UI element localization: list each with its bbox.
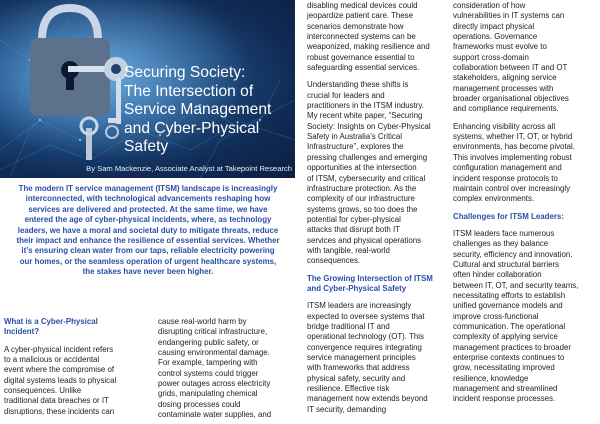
body-paragraph — [453, 1, 599, 115]
intro-line: the stakes have never been higher. — [82, 267, 214, 277]
text-line: resilience. Effective risk — [307, 384, 390, 394]
heading-line: and Cyber-Physical Safety — [307, 283, 407, 293]
text-line: vulnerabilities in IT systems can — [453, 11, 565, 21]
text-line: often hinder collaboration — [453, 270, 542, 280]
text-line: control systems could trigger — [158, 368, 259, 378]
column-4 — [453, 1, 599, 405]
column-2 — [158, 317, 298, 420]
text-line: systems grows, so too does the — [307, 204, 418, 214]
body-paragraph — [307, 1, 451, 73]
text-line: services and physical operations — [307, 235, 422, 245]
text-line: and compliance requirements. — [453, 104, 559, 114]
text-line: For example, tampering with — [158, 358, 258, 368]
text-line: security, efficiency and innovation. — [453, 249, 573, 259]
text-line: infrastructure protection. As the — [307, 183, 417, 193]
intro-paragraph — [4, 184, 292, 278]
text-line: maintain control over increasingly — [453, 183, 571, 193]
text-line: with tangible, real-world — [307, 245, 390, 255]
text-line: dosing processes could — [158, 399, 241, 409]
intro-line: interconnected, with technological advancements reshaping how — [25, 194, 271, 204]
text-line: improve cross-functional — [453, 311, 539, 321]
text-line: This involves implementing robust — [453, 152, 572, 162]
heading-line: Incident? — [4, 327, 40, 337]
text-line: jeopardize patient care. These — [307, 11, 414, 21]
text-line: disabling medical devices could — [307, 1, 418, 10]
text-line: potential for cyber-physical — [307, 214, 401, 224]
text-line: cause real-world harm by — [158, 317, 247, 326]
text-line: scenarios demonstrate how — [307, 21, 404, 31]
text-line: ITSM leaders face numerous — [453, 228, 555, 238]
text-line: complexity of our infrastructure — [307, 194, 415, 204]
body-paragraph — [453, 229, 599, 405]
text-line: consequences. — [307, 256, 361, 266]
text-line: event where the compromise of — [4, 365, 115, 375]
text-line: safeguarding essential services. — [307, 63, 420, 73]
intro-line: their impact and enhance the resilience of essential services. Whether — [16, 236, 280, 246]
text-line: power outages across electricity — [158, 379, 271, 389]
intro-line: services are delivered and protected. At the same time, we have — [28, 204, 268, 214]
text-line: frameworks must evolve to — [453, 42, 547, 52]
text-line: of ITSM, cybersecurity and critical — [307, 173, 426, 183]
body-paragraph — [453, 122, 599, 205]
text-line: to a malicious or accidental — [4, 355, 100, 365]
text-line: between IT, OT, and security teams, — [453, 280, 579, 290]
text-line: Safety in Australia’s Critical — [307, 132, 403, 142]
text-line: consideration of how — [453, 1, 526, 10]
text-line: incident response processes. — [453, 394, 556, 404]
text-line: traditional data breaches or IT — [4, 396, 109, 406]
text-line: resilience, knowledge — [453, 373, 529, 383]
body-paragraph — [307, 301, 451, 415]
text-line: weaponized, making resilience and — [307, 42, 430, 52]
text-line: disruptions, these incidents can — [4, 406, 115, 416]
section-heading-challenges: Challenges for ITSM Leaders: — [453, 211, 564, 221]
text-line: opportunities at the intersection — [307, 163, 417, 173]
text-line: convergence requires integrating — [307, 342, 422, 352]
title-line: and Cyber-Physical — [124, 119, 260, 137]
text-line: grids, manipulating chemical — [158, 389, 258, 399]
body-paragraph — [307, 80, 451, 266]
text-line: contaminate water supplies, and — [158, 410, 272, 420]
author-byline: By Sam Mackenzie, Associate Analyst at Takepoint Research — [86, 164, 292, 173]
text-line: attacks that disrupt both IT — [307, 225, 400, 235]
text-line: operational technology (OT). This — [307, 332, 424, 342]
section-heading-cyber-physical-incident — [4, 317, 152, 338]
title-line: Securing Society: — [124, 64, 246, 81]
intro-line: The modern IT service management (ITSM) landscape is increasingly — [18, 184, 278, 193]
intro-line: entered the age of cyber-physical incidents, where, as technology — [24, 215, 272, 225]
text-line: stakeholders, aligning service — [453, 73, 557, 83]
text-line: with frameworks that address — [307, 363, 410, 373]
text-line: collaboration between IT and OT — [453, 63, 568, 73]
text-line: IT security, demanding — [307, 404, 387, 414]
text-line: unified governance models and — [453, 301, 563, 311]
title-line: Safety — [124, 138, 169, 155]
text-line: ITSM leaders are increasingly — [307, 301, 412, 311]
text-line: physical safety, security and — [307, 373, 406, 383]
text-line: endangering public safety, or — [158, 337, 259, 347]
text-line: My recent white paper, “Securing — [307, 111, 423, 121]
hero-banner — [0, 0, 295, 178]
text-line: operations. Governance — [453, 32, 538, 42]
title-line: The Intersection of — [124, 82, 254, 100]
text-line: directly impact physical — [453, 21, 535, 31]
text-line: management and streamlined — [453, 384, 558, 394]
column-3 — [307, 1, 451, 415]
body-paragraph — [158, 317, 298, 420]
text-line: disrupting critical infrastructure, — [158, 327, 268, 337]
text-line: systems, whether IT, OT, or hybrid — [453, 132, 573, 142]
text-line: communication. The operational — [453, 321, 566, 331]
text-line: Society: Insights on Cyber-Physical — [307, 121, 431, 131]
text-line: expected to oversee systems that — [307, 311, 425, 321]
intro-line: it’s ensuring clean water from our taps, reliable electricity powering — [21, 246, 275, 256]
intro-line: leaders, we have a moral and societal duty to mitigate threats, reduce — [17, 225, 279, 235]
text-line: enterprise contexts continues to — [453, 353, 565, 362]
text-line: necessitating efforts to establish — [453, 290, 566, 300]
text-line: environments, has become pivotal. — [453, 142, 575, 152]
text-line: consequences. Unlike — [4, 386, 82, 396]
title-line: Service Management — [124, 101, 272, 118]
text-line: Enhancing visibility across all — [453, 121, 556, 131]
section-heading-growing-intersection — [307, 274, 451, 295]
text-line: grow, necessitating improved — [453, 363, 555, 373]
text-line: broader organisational objectives — [453, 94, 569, 104]
text-line: management practices to broader — [453, 342, 571, 352]
column-1 — [4, 317, 152, 417]
text-line: pressing challenges and emerging — [307, 152, 428, 162]
text-line: practitioners in the ITSM industry. — [307, 101, 424, 111]
text-line: complex environments. — [453, 194, 535, 204]
text-line: crucial for leaders and — [307, 90, 385, 100]
intro-line: our homes, or the seamless operation of urgent healthcare systems, — [19, 256, 277, 266]
text-line: bridge traditional IT and — [307, 321, 390, 331]
body-paragraph — [4, 345, 152, 417]
heading-line: The Growing Intersection of ITSM — [307, 273, 433, 283]
text-line: complexity of applying service — [453, 332, 558, 342]
text-line: challenges as they balance — [453, 239, 549, 249]
heading-line: What is a Cyber-Physical — [4, 317, 98, 326]
text-line: causing environmental damage. — [158, 348, 270, 358]
text-line: interconnected systems can be — [307, 32, 416, 42]
text-line: configuration management and — [453, 163, 562, 173]
text-line: management processes with — [453, 83, 554, 93]
article-title — [124, 64, 294, 157]
text-line: management now extends beyond — [307, 394, 428, 404]
text-line: incident response protocols to — [453, 173, 558, 183]
text-line: support cross-domain — [453, 52, 529, 62]
text-line: digital systems leads to physical — [4, 375, 117, 385]
text-line: Cultural and structural barriers — [453, 259, 560, 269]
text-line: service management principles — [307, 353, 416, 362]
text-line: A cyber-physical incident refers — [4, 344, 114, 354]
text-line: robust governance essential to — [307, 52, 415, 62]
text-line: Infrastructure”, explores the — [307, 142, 404, 152]
text-line: Understanding these shifts is — [307, 80, 409, 90]
